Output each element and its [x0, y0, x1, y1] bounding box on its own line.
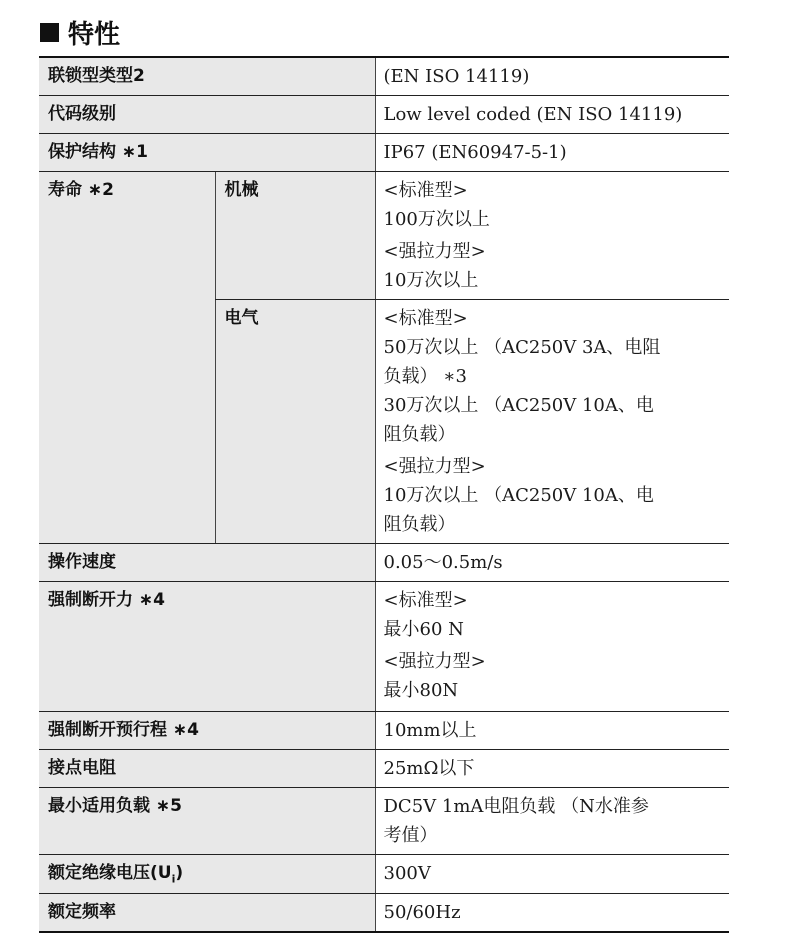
row-value — [375, 582, 729, 712]
characteristics-table — [39, 56, 729, 933]
value-line: <强拉力型> — [383, 456, 486, 477]
value-line: 阻负载） — [383, 514, 456, 535]
value-line: 阻负载） — [383, 424, 456, 445]
label-subscript: i — [171, 872, 176, 886]
row-value: (EN ISO 14119) — [375, 57, 729, 96]
value-line: 负载） ∗3 — [383, 366, 467, 387]
row-value — [375, 172, 729, 300]
table-row — [39, 544, 729, 582]
value-line: 30万次以上 （AC250V 10A、电 — [383, 395, 654, 416]
row-label — [39, 855, 375, 894]
row-value: 10mm以上 — [375, 712, 729, 750]
table-row — [39, 96, 729, 134]
table-row — [39, 57, 729, 96]
table-row — [39, 855, 729, 894]
label-text: 额定绝缘电压(U — [48, 863, 172, 883]
row-value — [375, 300, 729, 544]
value-line: 10万次以上 — [383, 270, 479, 291]
row-label: 保护结构 ∗1 — [39, 134, 375, 172]
row-value: Low level coded (EN ISO 14119) — [375, 96, 729, 134]
row-value — [375, 788, 729, 855]
value-line: <强拉力型> — [383, 241, 486, 262]
row-label: 代码级别 — [39, 96, 375, 134]
value-line: <标准型> — [383, 180, 468, 201]
value-line: 50万次以上 （AC250V 3A、电阻 — [383, 337, 661, 358]
table-row — [39, 750, 729, 788]
value-line: <强拉力型> — [383, 651, 486, 672]
value-line: <标准型> — [383, 590, 468, 611]
row-label: 强制断开力 ∗4 — [39, 582, 375, 712]
value-line: <标准型> — [383, 308, 468, 329]
table-row — [39, 712, 729, 750]
value-line: DC5V 1mA电阻负载 （N水准参 — [383, 796, 649, 817]
row-label: 强制断开预行程 ∗4 — [39, 712, 375, 750]
row-label: 寿命 ∗2 — [39, 172, 215, 544]
table-row — [39, 894, 729, 933]
row-label: 最小适用负载 ∗5 — [39, 788, 375, 855]
section-heading — [40, 14, 120, 50]
value-line: 考值） — [383, 825, 438, 846]
row-label: 接点电阻 — [39, 750, 375, 788]
table-row — [39, 582, 729, 712]
row-sublabel: 电气 — [215, 300, 375, 544]
row-value: IP67 (EN60947-5-1) — [375, 134, 729, 172]
label-suffix: ) — [175, 863, 184, 883]
row-value: 50/60Hz — [375, 894, 729, 933]
row-label: 额定频率 — [39, 894, 375, 933]
value-line: 最小60 N — [383, 619, 464, 640]
row-value: 0.05～0.5m/s — [375, 544, 729, 582]
section-title: 特性 — [68, 19, 121, 50]
row-sublabel: 机械 — [215, 172, 375, 300]
table-row — [39, 788, 729, 855]
value-line: 10万次以上 （AC250V 10A、电 — [383, 485, 654, 506]
value-line: 最小80N — [383, 680, 459, 701]
table-row — [39, 134, 729, 172]
table-row — [39, 172, 729, 300]
row-label: 联锁型类型2 — [39, 57, 375, 96]
row-value: 25mΩ以下 — [375, 750, 729, 788]
square-bullet-icon — [40, 23, 59, 42]
row-value: 300V — [375, 855, 729, 894]
value-line: 100万次以上 — [383, 209, 490, 230]
row-label: 操作速度 — [39, 544, 375, 582]
